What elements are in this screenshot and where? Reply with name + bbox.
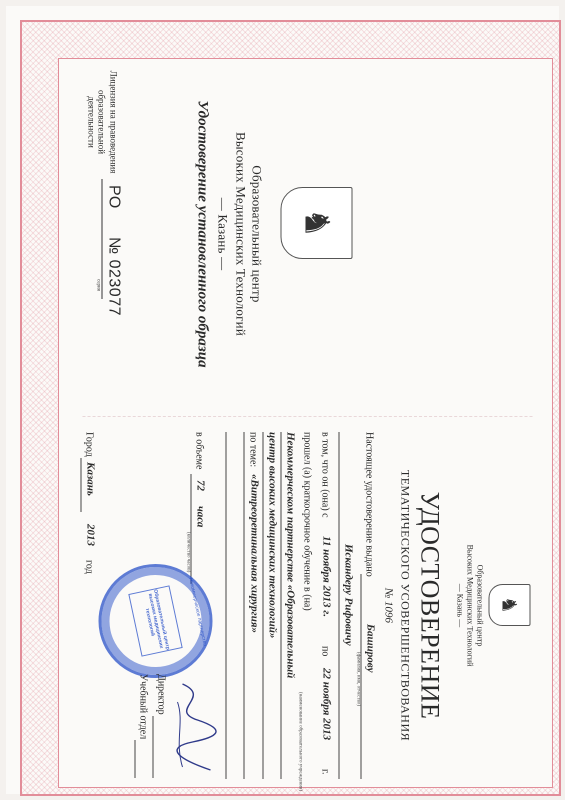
certificate-title: УДОСТОВЕРЕНИЕ [415,491,444,720]
hours-unit: часа [194,506,206,528]
period-end: 22 ноября 2013 [320,668,332,741]
license-label-line2: образовательной деятельности [86,89,106,155]
year-label: год [83,560,94,574]
city-value: Казань [84,462,96,496]
institution-underline2 [262,432,263,779]
institution-underline1 [280,432,281,779]
period-start: 11 ноября 2013 г. [320,536,332,617]
document-page [6,6,559,794]
topic-value: «Витреоретинальная хирургия» [248,474,260,634]
organization-emblem-icon: ♞ [280,187,352,259]
year-value: 2013 [84,524,96,546]
city-underline [80,458,81,512]
hours-caption: (количество часов) [185,532,190,573]
topic-label: по теме: [247,432,258,468]
institution-line2: центр высоких медицинских технологий» [266,432,278,639]
city-label: Город [83,432,94,457]
given-names-underline [338,432,339,779]
fio-caption: (фамилия, имя, отчество) [355,652,360,706]
cover-org-line3: — Казань — [215,197,230,271]
cover-org-line1: Образовательный центр [249,165,264,303]
issued-to-label: Настоящее удостоверение выдано [363,432,374,577]
certificate-subtitle: ТЕМАТИЧЕСКОГО УСОВЕРШЕНСТВОВАНИЯ [398,469,412,742]
recipient-given-names: Искандеру Рифовичу [342,544,354,646]
topic-underline2 [225,432,226,779]
recipient-surname: Баширову [364,624,376,673]
training-label: прошел (а) краткосрочное обучение в (на) [301,432,312,611]
certificate-type: Удостоверение установленного образца [194,100,210,368]
license-block [84,67,124,407]
period-prefix: в том, что он (она) с [319,432,330,518]
license-label-line1: Лицензия на правоведения [108,70,118,174]
handwritten-signature [162,682,222,772]
body-org-line1: Образовательный центр [475,564,484,647]
hours-value: 72 [194,480,206,491]
certificate-spread [59,59,552,792]
secretary-signature-line [134,740,135,778]
organization-stamp [87,553,222,688]
stamp-inner-text: Образовательный центр высоких медицинских технологий [128,585,182,656]
cover-org-line2: Высоких Медицинских Технологий [233,132,248,336]
period-mid: по [319,646,330,657]
certificate-number: № 1096 [382,587,394,624]
small-emblem-icon: ♞ [488,584,530,626]
stamp-ring-text: Некоммерческое партнерство [186,577,208,647]
fold-line [82,416,532,417]
director-signature-line [152,716,153,778]
director-label: Директор [155,674,166,715]
body-org-line2: Высоких Медицинских Технологий [465,544,474,667]
secretary-label: Учебный отдел [137,674,148,740]
period-suffix: г. [319,769,330,775]
institution-line1: Некоммерческом партнерстве «Образовательный [284,432,296,679]
hours-label: в объеме [193,432,204,470]
topic-underline1 [243,432,244,779]
certificate-field [58,58,553,792]
certificate-cover [59,59,552,409]
license-series: РО [105,185,122,209]
decorative-border [20,20,561,796]
license-number: № 023077 [105,237,122,316]
body-org-line3: — Казань — [455,583,464,628]
license-caption: серия [95,279,100,291]
certificate-body [59,424,552,792]
license-underline [101,179,102,299]
institution-caption: (наименование образовательного учреждения) [297,692,302,792]
